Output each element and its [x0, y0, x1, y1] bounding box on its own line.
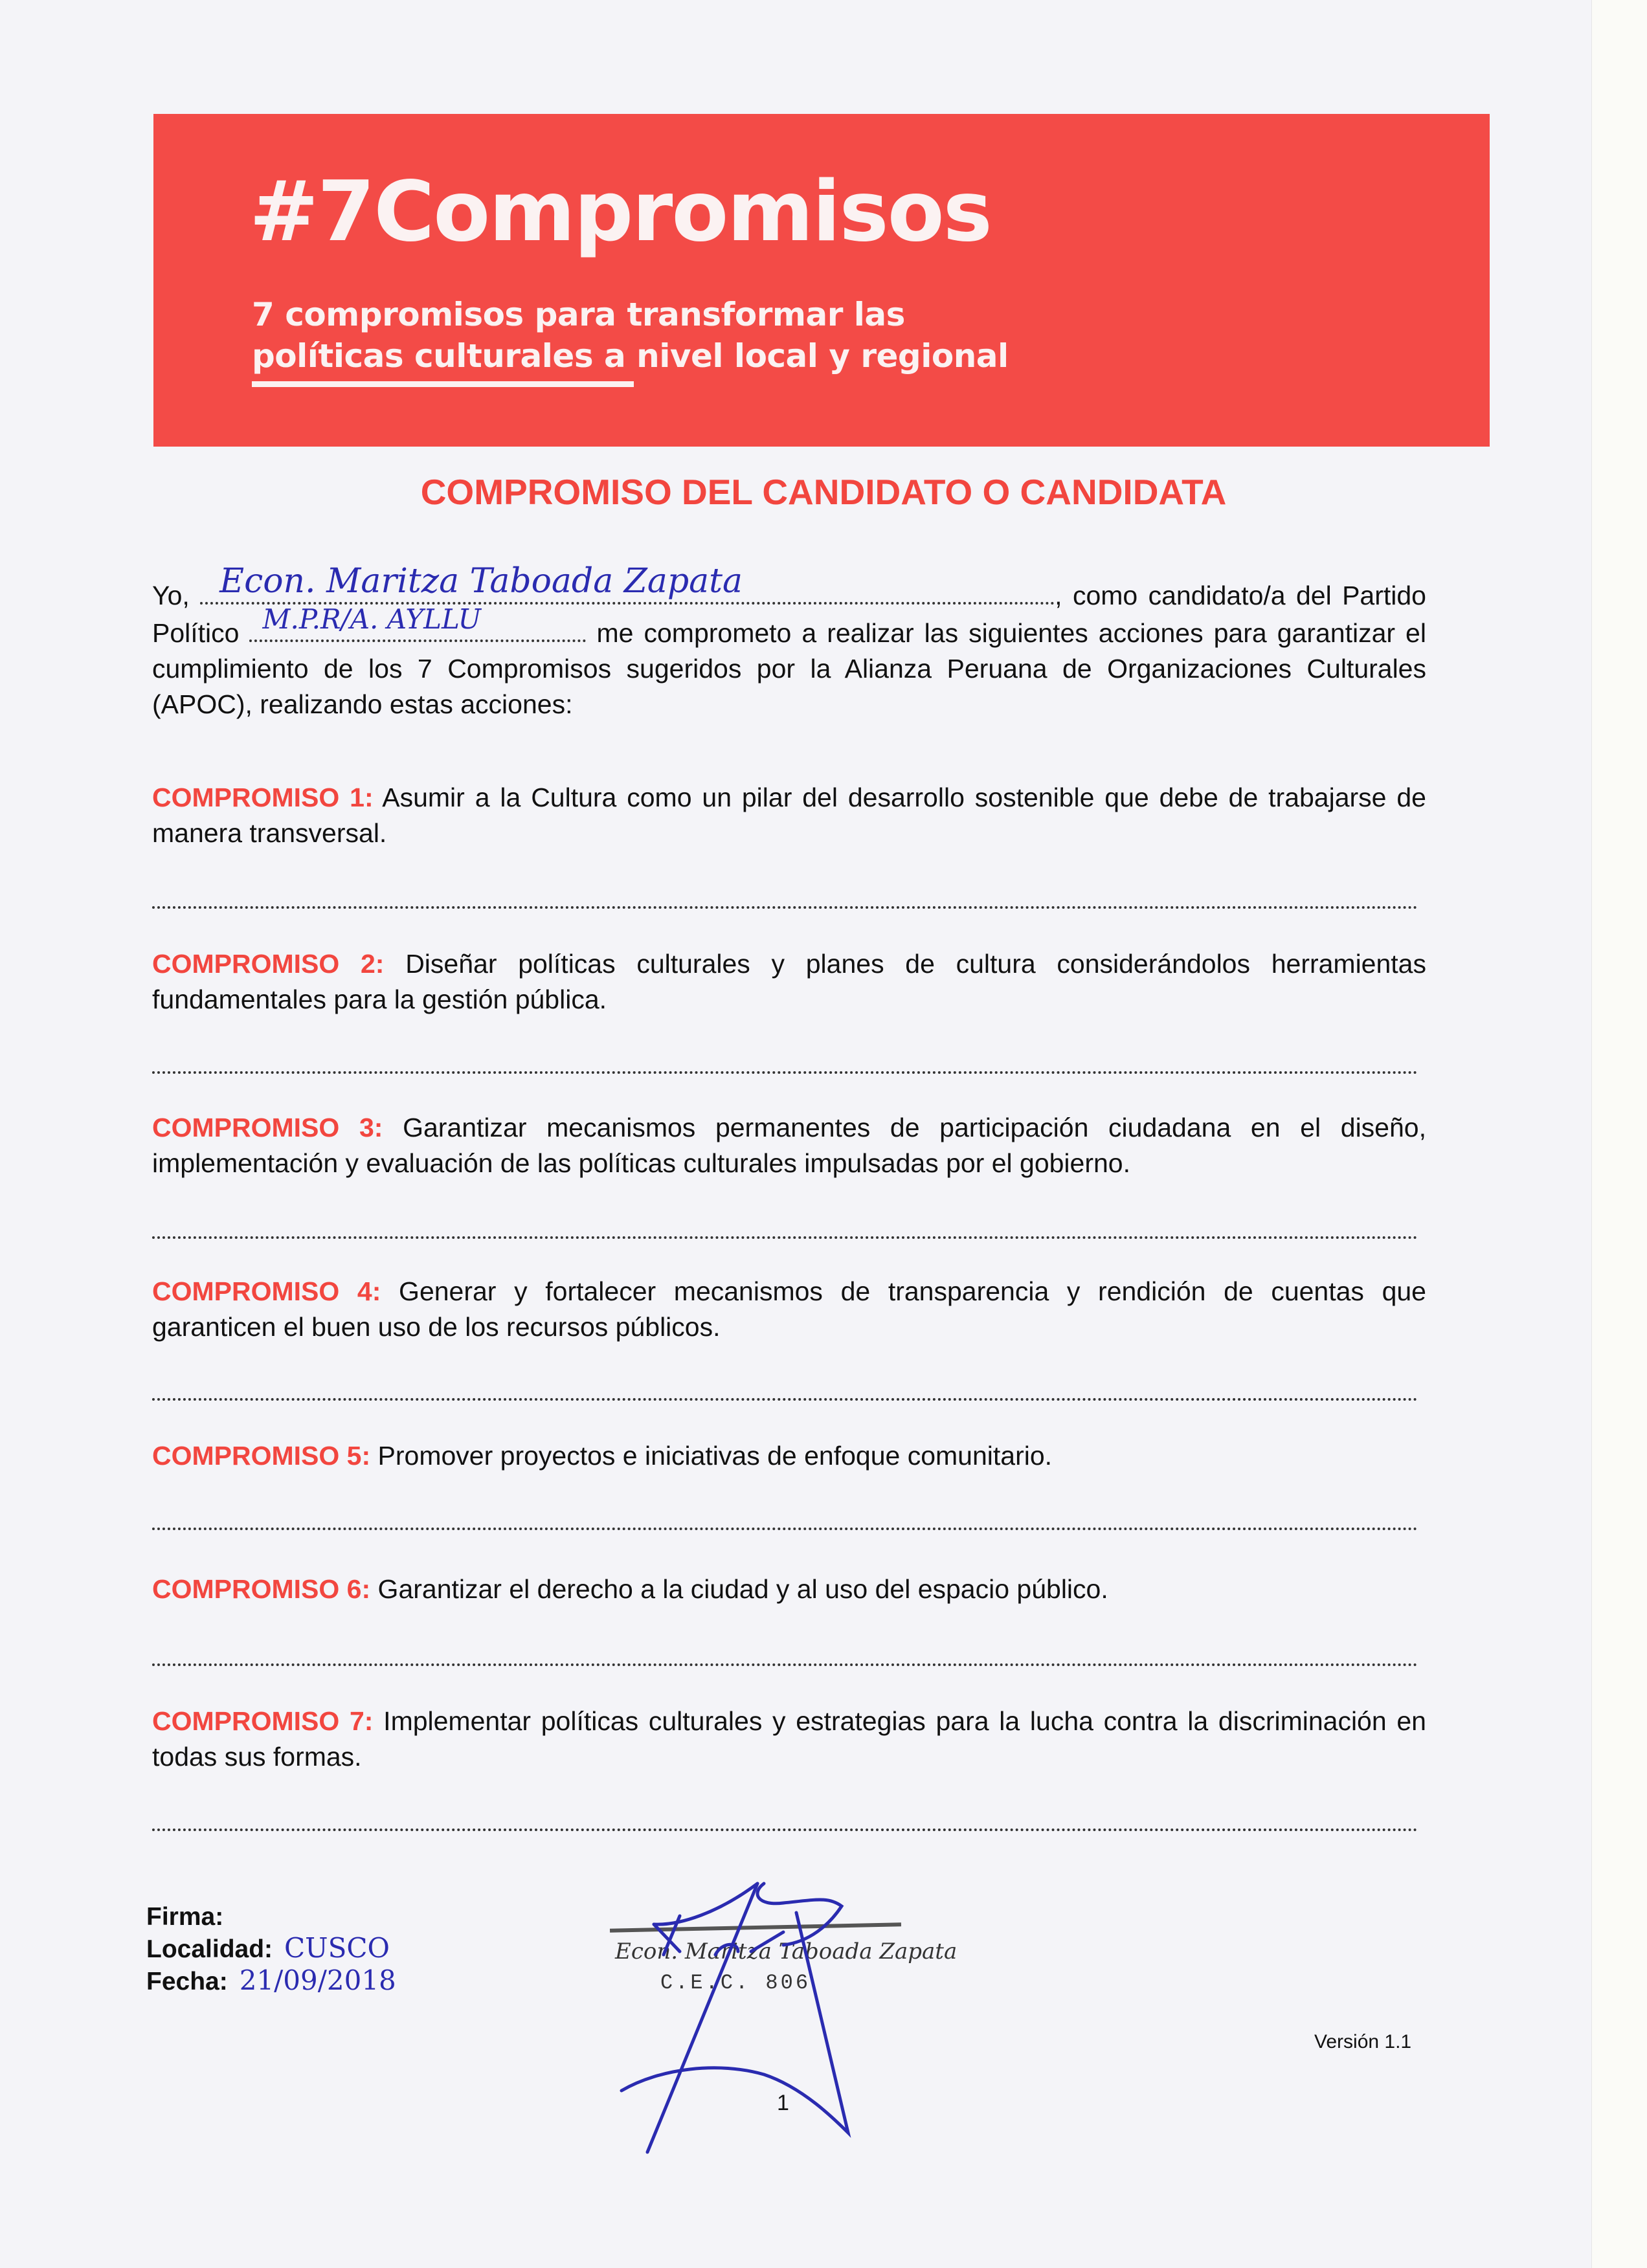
version-label: Versión 1.1 [1314, 2031, 1412, 2052]
signature-stamp [602, 1874, 958, 2159]
banner-subtitle-line2: políticas culturales a nivel local y regional [252, 337, 1009, 375]
answer-line-1[interactable] [152, 906, 1418, 909]
compromiso-text: Asumir a la Cultura como un pilar del desarrollo sostenible que debe de trabajarse de manera transversal. [152, 783, 1426, 848]
answer-line-7[interactable] [152, 1829, 1418, 1831]
intro-politico: Político [152, 618, 240, 648]
banner-subtitle-line1: 7 compromisos para transformar las [252, 296, 905, 333]
page-number: 1 [777, 2091, 789, 2115]
compromiso-text: Implementar políticas culturales y estrategias para la lucha contra la discriminación en todas sus formas. [152, 1706, 1426, 1772]
handwritten-signature-icon [550, 1848, 965, 2159]
banner-title: #7Compromisos [249, 164, 991, 260]
intro-after-name: , como candidato/a del Partido [1055, 581, 1426, 610]
compromiso-6 [152, 1572, 1426, 1607]
signature-block [146, 1902, 396, 1997]
compromiso-text: Generar y fortalecer mecanismos de transparencia y rendición de cuentas que garanticen el buen uso de los recursos públicos. [152, 1276, 1426, 1342]
party-name-field[interactable] [249, 603, 586, 642]
compromiso-label: COMPROMISO 7: [152, 1706, 374, 1736]
intro-after-party: me comprometo a realizar las siguientes acciones para garantizar el cumplimiento de los 7 Compromisos sugeridos por la Alianza Peruana de Organizaciones Culturales (APOC), realizando estas acciones: [152, 618, 1426, 719]
scan-edge [1591, 0, 1647, 2268]
compromiso-text: Promover proyectos e iniciativas de enfoque comunitario. [377, 1441, 1053, 1471]
stamp-name: Econ. Maritza Taboada Zapata [615, 1939, 958, 1964]
compromiso-4 [152, 1274, 1426, 1345]
localidad-value[interactable]: CUSCO [284, 1932, 390, 1964]
stamp-code: C.E.C. 806 [660, 1971, 811, 1995]
compromiso-3 [152, 1110, 1426, 1181]
answer-line-6[interactable] [152, 1663, 1418, 1666]
party-name-handwritten: M.P.R/A. AYLLU [262, 603, 481, 635]
fecha-row [146, 1965, 396, 1997]
compromiso-label: COMPROMISO 2: [152, 949, 385, 979]
compromiso-text: Diseñar políticas culturales y planes de cultura considerándolos herramientas fundamentales para la gestión pública. [152, 949, 1426, 1014]
compromiso-5 [152, 1438, 1426, 1474]
fecha-value[interactable]: 21/09/2018 [239, 1964, 396, 1996]
header-banner [153, 114, 1490, 447]
banner-subtitle [252, 294, 1009, 377]
compromiso-label: COMPROMISO 4: [152, 1276, 381, 1306]
candidate-name-handwritten: Econ. Maritza Taboada Zapata [219, 562, 743, 601]
localidad-label: Localidad: [146, 1935, 273, 1963]
localidad-row [146, 1933, 396, 1965]
answer-line-5[interactable] [152, 1528, 1418, 1530]
compromiso-label: COMPROMISO 5: [152, 1441, 371, 1471]
compromiso-1 [152, 780, 1426, 851]
firma-label: Firma: [146, 1903, 224, 1931]
compromiso-2 [152, 946, 1426, 1017]
compromiso-text: Garantizar el derecho a la ciudad y al uso del espacio público. [377, 1574, 1108, 1604]
answer-line-4[interactable] [152, 1398, 1418, 1401]
compromiso-label: COMPROMISO 3: [152, 1113, 383, 1142]
intro-paragraph [152, 562, 1426, 722]
compromiso-text: Garantizar mecanismos permanentes de participación ciudadana en el diseño, implementación y evaluación de las políticas culturales impulsadas por el gobierno. [152, 1113, 1426, 1178]
answer-line-3[interactable] [152, 1236, 1418, 1239]
compromiso-7 [152, 1704, 1426, 1775]
intro-yo: Yo, [152, 581, 190, 610]
compromiso-label: COMPROMISO 1: [152, 783, 374, 812]
answer-line-2[interactable] [152, 1071, 1418, 1074]
page-heading: COMPROMISO DEL CANDIDATO O CANDIDATA [420, 472, 1227, 512]
fecha-label: Fecha: [146, 1968, 228, 1996]
compromiso-label: COMPROMISO 6: [152, 1574, 371, 1604]
candidate-name-field[interactable] [200, 562, 1055, 605]
banner-underline [252, 381, 634, 387]
